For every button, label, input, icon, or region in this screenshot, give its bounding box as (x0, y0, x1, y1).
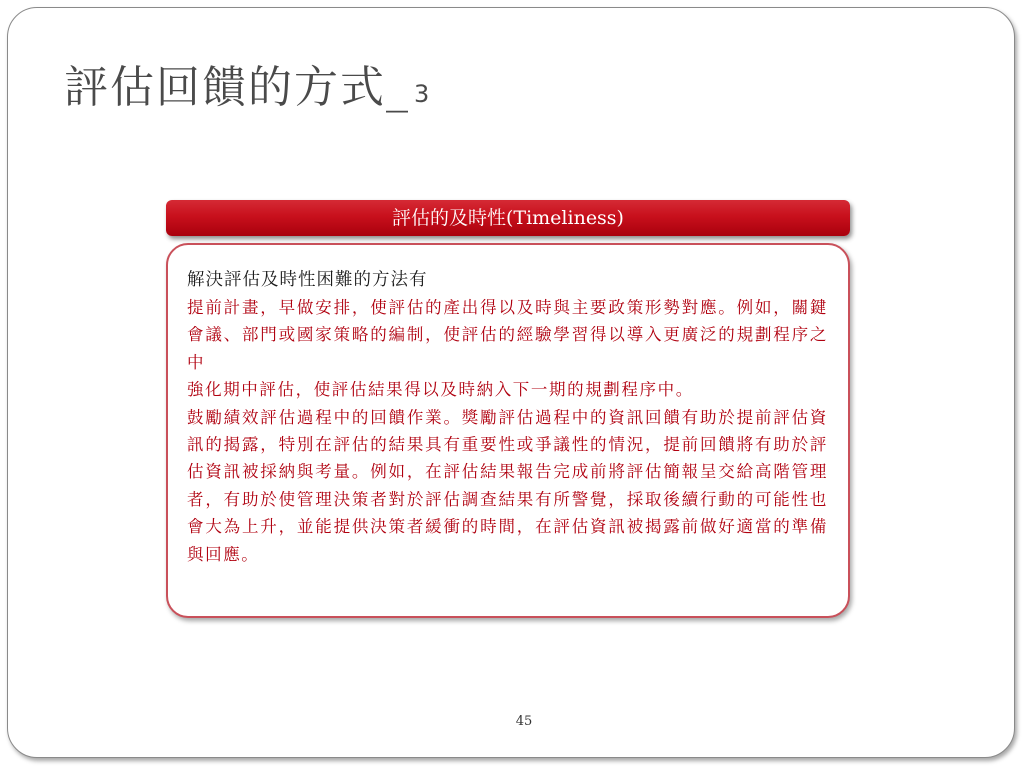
content-heading: 解決評估及時性困難的方法有 (187, 270, 428, 290)
content-paragraph-midterm: 強化期中評估，使評估結果得以及時納入下一期的規劃程序中。 (187, 380, 694, 400)
slide-title-suffix: 3 (414, 80, 430, 108)
content-paragraph-plan-ahead: 提前計畫，早做安排，使評估的產出得以及時與主要政策形勢對應。例如，關鍵會議、部門或國家策略的編制，使評估的經驗學習得以導入更廣泛的規劃程序之中 (187, 298, 828, 372)
page-number: 45 (515, 714, 533, 729)
content-paragraph-feedback: 鼓勵績效評估過程中的回饋作業。獎勵評估過程中的資訊回饋有助於提前評估資訊的揭露，特別在評估的結果具有重要性或爭議性的情況，提前回饋將有助於評估資訊被採納與考量。例如，在評估結果報告完成前將評估簡報呈交給高階管理者，有助於使管理決策者對於評估調查結果有所警覺，採取後續行動的可能性也會大為上升，並能提供決策者緩衝的時間，在評估資訊被揭露前做好適當的準備與回應。 (187, 407, 828, 564)
slide-title-text: 評估回饋的方式_ (64, 62, 410, 113)
slide-title (64, 62, 429, 115)
topic-banner: 評估的及時性(Timeliness) (166, 200, 850, 236)
content-box (166, 243, 850, 618)
